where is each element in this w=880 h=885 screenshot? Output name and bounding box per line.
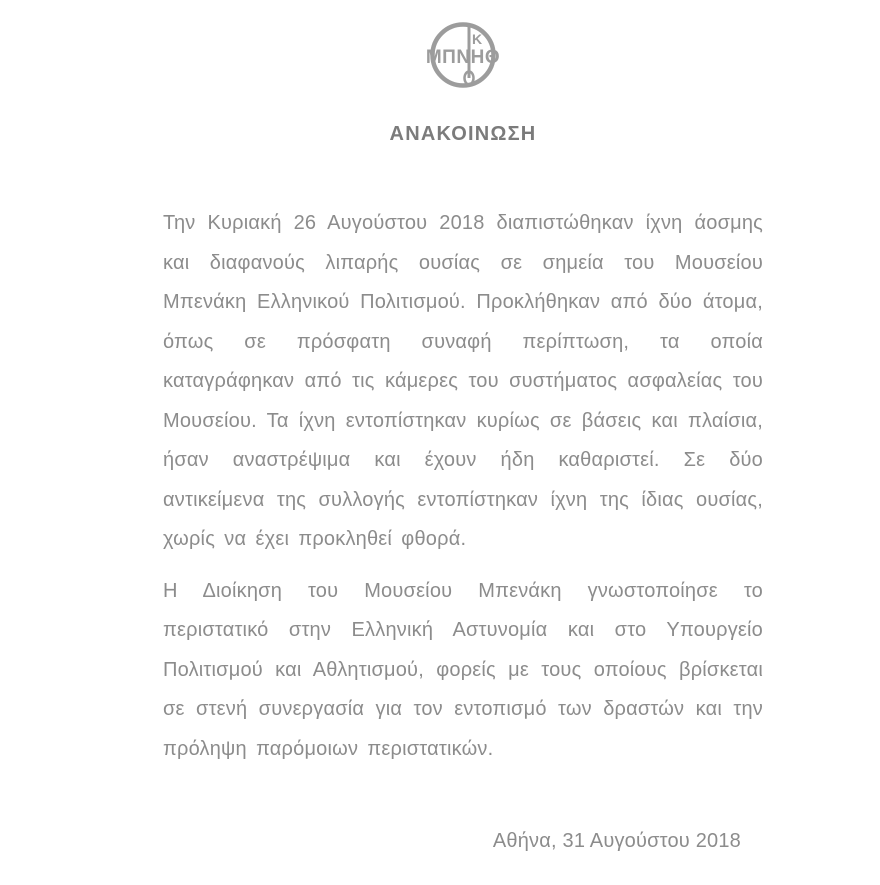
paragraph-2: Η Διοίκηση του Μουσείου Μπενάκη γνωστοποίησε το περιστατικό στην Ελληνική Αστυνομία και στο Υπουργείο Πολιτισμού και Αθλητισμού, φορείς με τους οποίους βρίσκεται σε στενή συνεργασία για τον εντοπισμό των δραστών και την πρόληψη παρόμοιων περιστατικών. [163,579,763,760]
announcement-title: ΑΝΑΚΟΙΝΩΣΗ [389,123,537,145]
dateline: Αθήνα, 31 Αυγούστου 2018 [492,830,741,852]
logo-container [163,14,763,107]
benaki-monogram-icon [424,14,502,102]
announcement-body [163,204,763,769]
document-page [163,0,763,855]
monogram-letters: ΜΠΝΗΘ [425,47,501,68]
monogram-top-letter: Κ [471,31,483,47]
paragraph-1: Την Κυριακή 26 Αυγούστου 2018 διαπιστώθηκαν ίχνη άοσμης και διαφανούς λιπαρής ουσίας σε σημεία του Μουσείου Μπενάκη Ελληνικού Πολιτισμού. Προκλήθηκαν από δύο άτομα, όπως σε πρόσφατη συναφή περίπτωση, τα οποία καταγράφηκαν από τις κάμερες του συστήματος ασφαλείας του Μουσείου. Τα ίχνη εντοπίστηκαν κυρίως σε βάσεις και πλαίσια, ήσαν αναστρέψιμα και έχουν ήδη καθαριστεί. Σε δύο αντικείμενα της συλλογής εντοπίστηκαν ίχνη της ίδιας ουσίας, χωρίς να έχει προκληθεί φθορά. [163,212,763,550]
